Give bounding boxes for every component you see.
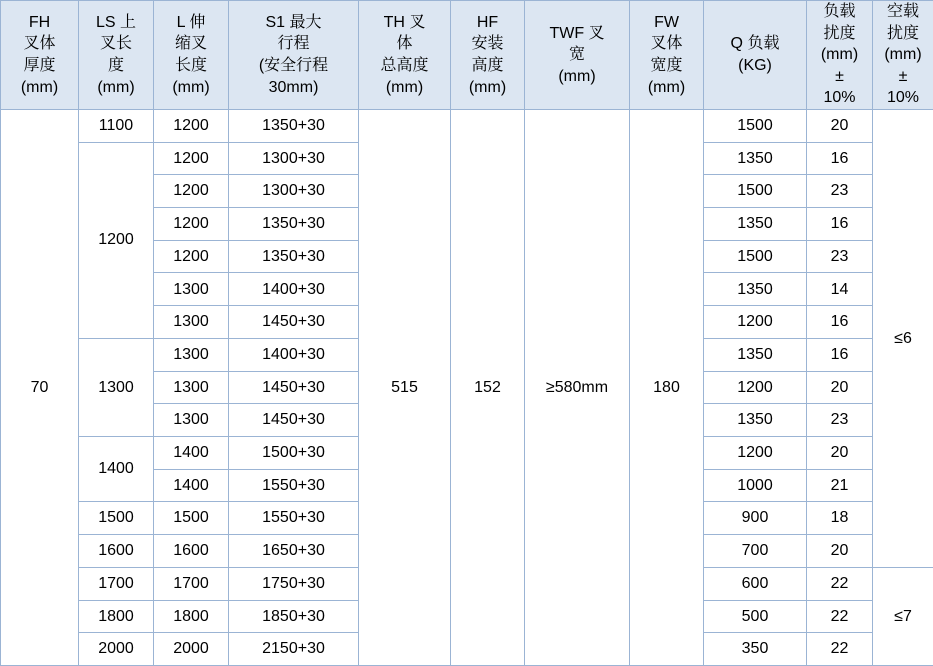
cell-s1: 1500+30 <box>229 437 359 470</box>
cell-l: 2000 <box>154 633 229 666</box>
cell-ls-group: 1800 <box>79 600 154 633</box>
cell-s1: 1850+30 <box>229 600 359 633</box>
cell-load-deflection: 20 <box>807 371 873 404</box>
cell-load-deflection: 18 <box>807 502 873 535</box>
cell-load-deflection: 20 <box>807 535 873 568</box>
cell-q: 1200 <box>704 306 807 339</box>
cell-load-deflection: 23 <box>807 240 873 273</box>
cell-q: 1500 <box>704 240 807 273</box>
cell-s1: 1400+30 <box>229 338 359 371</box>
cell-s1: 1550+30 <box>229 469 359 502</box>
cell-l: 1300 <box>154 338 229 371</box>
cell-q: 500 <box>704 600 807 633</box>
cell-load-deflection: 22 <box>807 600 873 633</box>
cell-l: 1200 <box>154 109 229 142</box>
cell-s1: 1750+30 <box>229 567 359 600</box>
cell-s1: 1650+30 <box>229 535 359 568</box>
cell-l: 1500 <box>154 502 229 535</box>
cell-s1: 2150+30 <box>229 633 359 666</box>
cell-q: 1350 <box>704 273 807 306</box>
column-header-hf: HF 安装 高度 (mm) <box>451 1 525 110</box>
cell-load-deflection: 16 <box>807 142 873 175</box>
cell-ls-group: 2000 <box>79 633 154 666</box>
cell-l: 1600 <box>154 535 229 568</box>
cell-load-deflection: 23 <box>807 404 873 437</box>
cell-load-deflection: 21 <box>807 469 873 502</box>
cell-twf-value: ≥580mm <box>525 109 630 665</box>
cell-q: 1350 <box>704 338 807 371</box>
column-header-twf: TWF 叉 宽 (mm) <box>525 1 630 110</box>
cell-fh-value: 70 <box>1 109 79 665</box>
cell-ls-group: 1100 <box>79 109 154 142</box>
cell-l: 1300 <box>154 273 229 306</box>
cell-load-deflection: 22 <box>807 567 873 600</box>
cell-l: 1200 <box>154 240 229 273</box>
cell-fw-value: 180 <box>630 109 704 665</box>
cell-q: 1500 <box>704 109 807 142</box>
cell-ls-group: 1500 <box>79 502 154 535</box>
cell-s1: 1350+30 <box>229 109 359 142</box>
cell-hf-value: 152 <box>451 109 525 665</box>
cell-load-deflection: 16 <box>807 306 873 339</box>
cell-s1: 1450+30 <box>229 306 359 339</box>
cell-l: 1300 <box>154 306 229 339</box>
cell-l: 1400 <box>154 469 229 502</box>
cell-load-deflection: 16 <box>807 338 873 371</box>
cell-s1: 1550+30 <box>229 502 359 535</box>
column-header-noload-deflection: 空载 扰度 (mm) ± 10% <box>873 1 933 110</box>
cell-q: 1200 <box>704 371 807 404</box>
table-row <box>1 109 933 142</box>
cell-load-deflection: 14 <box>807 273 873 306</box>
cell-noload-deflection-group-1: ≤6 <box>873 109 933 567</box>
cell-load-deflection: 20 <box>807 437 873 470</box>
cell-l: 1200 <box>154 208 229 241</box>
cell-l: 1200 <box>154 142 229 175</box>
cell-noload-deflection-group-2: ≤7 <box>873 567 933 665</box>
cell-th-value: 515 <box>359 109 451 665</box>
cell-ls-group: 1700 <box>79 567 154 600</box>
cell-q: 1200 <box>704 437 807 470</box>
cell-load-deflection: 16 <box>807 208 873 241</box>
column-header-fw: FW 叉体 宽度 (mm) <box>630 1 704 110</box>
cell-l: 1300 <box>154 404 229 437</box>
cell-q: 700 <box>704 535 807 568</box>
cell-l: 1700 <box>154 567 229 600</box>
column-header-fh: FH 叉体 厚度 (mm) <box>1 1 79 110</box>
column-header-ls: LS 上 叉长 度 (mm) <box>79 1 154 110</box>
column-header-s1: S1 最大 行程 (安全行程 30mm) <box>229 1 359 110</box>
cell-q: 1500 <box>704 175 807 208</box>
cell-l: 1200 <box>154 175 229 208</box>
cell-l: 1400 <box>154 437 229 470</box>
cell-s1: 1400+30 <box>229 273 359 306</box>
table-header-row <box>1 1 933 110</box>
cell-q: 600 <box>704 567 807 600</box>
cell-q: 1350 <box>704 208 807 241</box>
cell-s1: 1450+30 <box>229 404 359 437</box>
cell-load-deflection: 20 <box>807 109 873 142</box>
cell-load-deflection: 23 <box>807 175 873 208</box>
cell-q: 1350 <box>704 404 807 437</box>
cell-l: 1800 <box>154 600 229 633</box>
cell-ls-group: 1600 <box>79 535 154 568</box>
cell-s1: 1350+30 <box>229 240 359 273</box>
cell-q: 1350 <box>704 142 807 175</box>
cell-ls-group: 1400 <box>79 437 154 502</box>
cell-s1: 1350+30 <box>229 208 359 241</box>
cell-l: 1300 <box>154 371 229 404</box>
cell-ls-group: 1200 <box>79 142 154 338</box>
cell-q: 350 <box>704 633 807 666</box>
cell-q: 1000 <box>704 469 807 502</box>
column-header-load-deflection: 负载 扰度 (mm) ± 10% <box>807 1 873 110</box>
cell-s1: 1300+30 <box>229 175 359 208</box>
cell-s1: 1450+30 <box>229 371 359 404</box>
column-header-q: Q 负载 (KG) <box>704 1 807 110</box>
cell-load-deflection: 22 <box>807 633 873 666</box>
column-header-th: TH 叉 体 总高度 (mm) <box>359 1 451 110</box>
cell-q: 900 <box>704 502 807 535</box>
cell-ls-group: 1300 <box>79 338 154 436</box>
column-header-l: L 伸 缩叉 长度 (mm) <box>154 1 229 110</box>
cell-s1: 1300+30 <box>229 142 359 175</box>
